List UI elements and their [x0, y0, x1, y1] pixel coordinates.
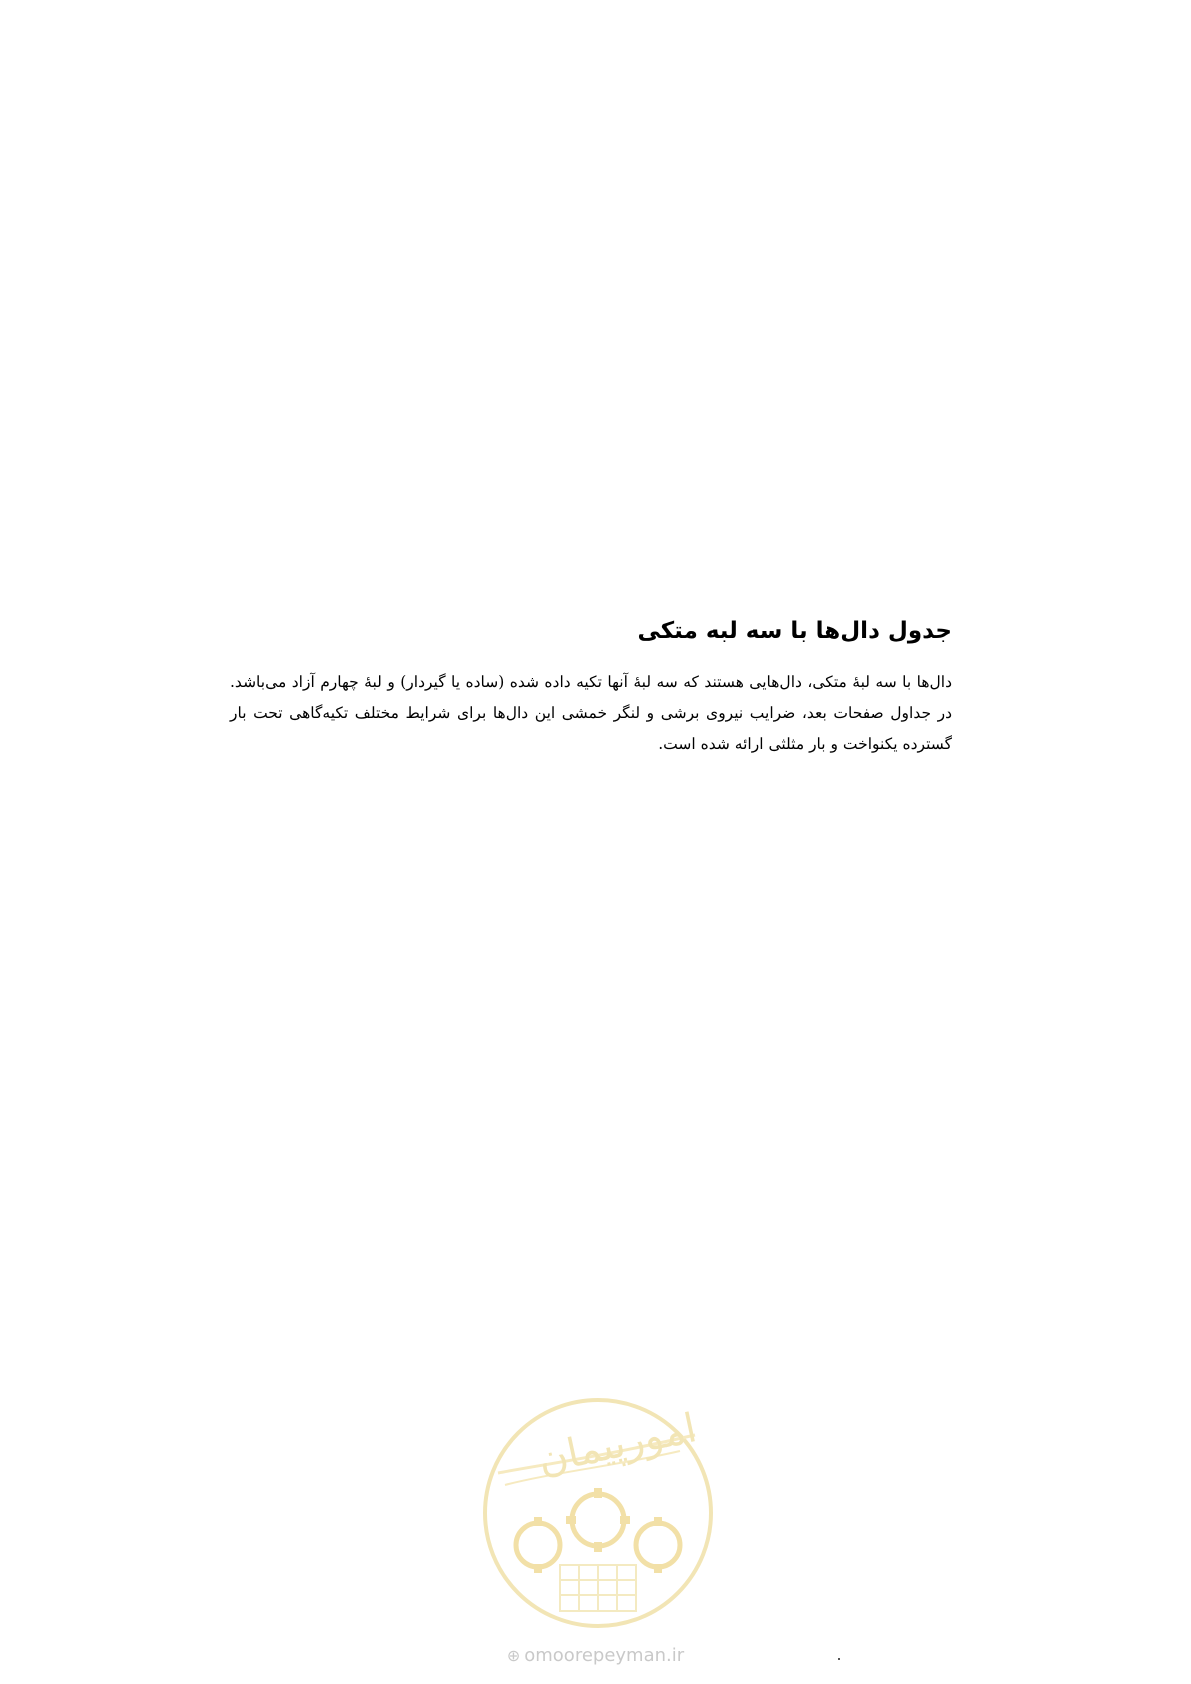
- website-text: omoorepeyman.ir: [524, 1645, 685, 1666]
- watermark-website: [0, 1645, 1191, 1666]
- page-speck: [838, 1658, 840, 1660]
- watermark-logo: [480, 1395, 716, 1631]
- watermark-logo-text: امورپیمان: [534, 1405, 701, 1484]
- section-title: جدول دال‌ها با سه لبه متکی: [637, 618, 952, 644]
- document-body: [230, 615, 952, 760]
- globe-icon: ⊕: [506, 1646, 521, 1665]
- intro-paragraph: دال‌ها با سه لبهٔ متکی، دال‌هایی هستند که سه لبهٔ آنها تکیه داده شده (ساده یا گیردار) و لبهٔ چهارم آزاد می‌باشد. در جداول صفحات بعد، ضرایب نیروی برشی و لنگر خمشی این دال‌ها برای شرایط مختلف تکیه‌گاهی تحت بار گسترده یکنواخت و بار مثلثی ارائه شده است.: [230, 673, 952, 754]
